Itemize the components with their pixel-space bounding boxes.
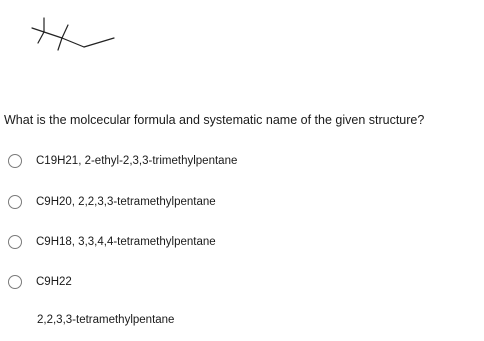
answer-option-label: C19H21, 2-ethyl-2,3,3-trimethylpentane (36, 155, 238, 167)
answer-option-label: C9H20, 2,2,3,3-tetramethylpentane (36, 196, 216, 208)
answer-option-label: C9H22 (36, 276, 72, 288)
answer-option-4[interactable] (8, 273, 72, 291)
answer-option-1[interactable] (8, 152, 237, 170)
skeletal-structure-image (30, 14, 125, 54)
radio-button[interactable] (8, 195, 22, 209)
answer-option-3[interactable] (8, 233, 216, 251)
answer-option-2[interactable] (8, 193, 216, 211)
radio-button[interactable] (8, 154, 22, 168)
radio-button[interactable] (8, 275, 22, 289)
answer-option-4-continuation: 2,2,3,3-tetramethylpentane (37, 314, 175, 326)
answer-option-label: C9H18, 3,3,4,4-tetramethylpentane (36, 236, 216, 248)
skeletal-formula-icon (30, 14, 125, 54)
question-text: What is the molcecular formula and systematic name of the given structure? (4, 113, 425, 127)
radio-button[interactable] (8, 235, 22, 249)
